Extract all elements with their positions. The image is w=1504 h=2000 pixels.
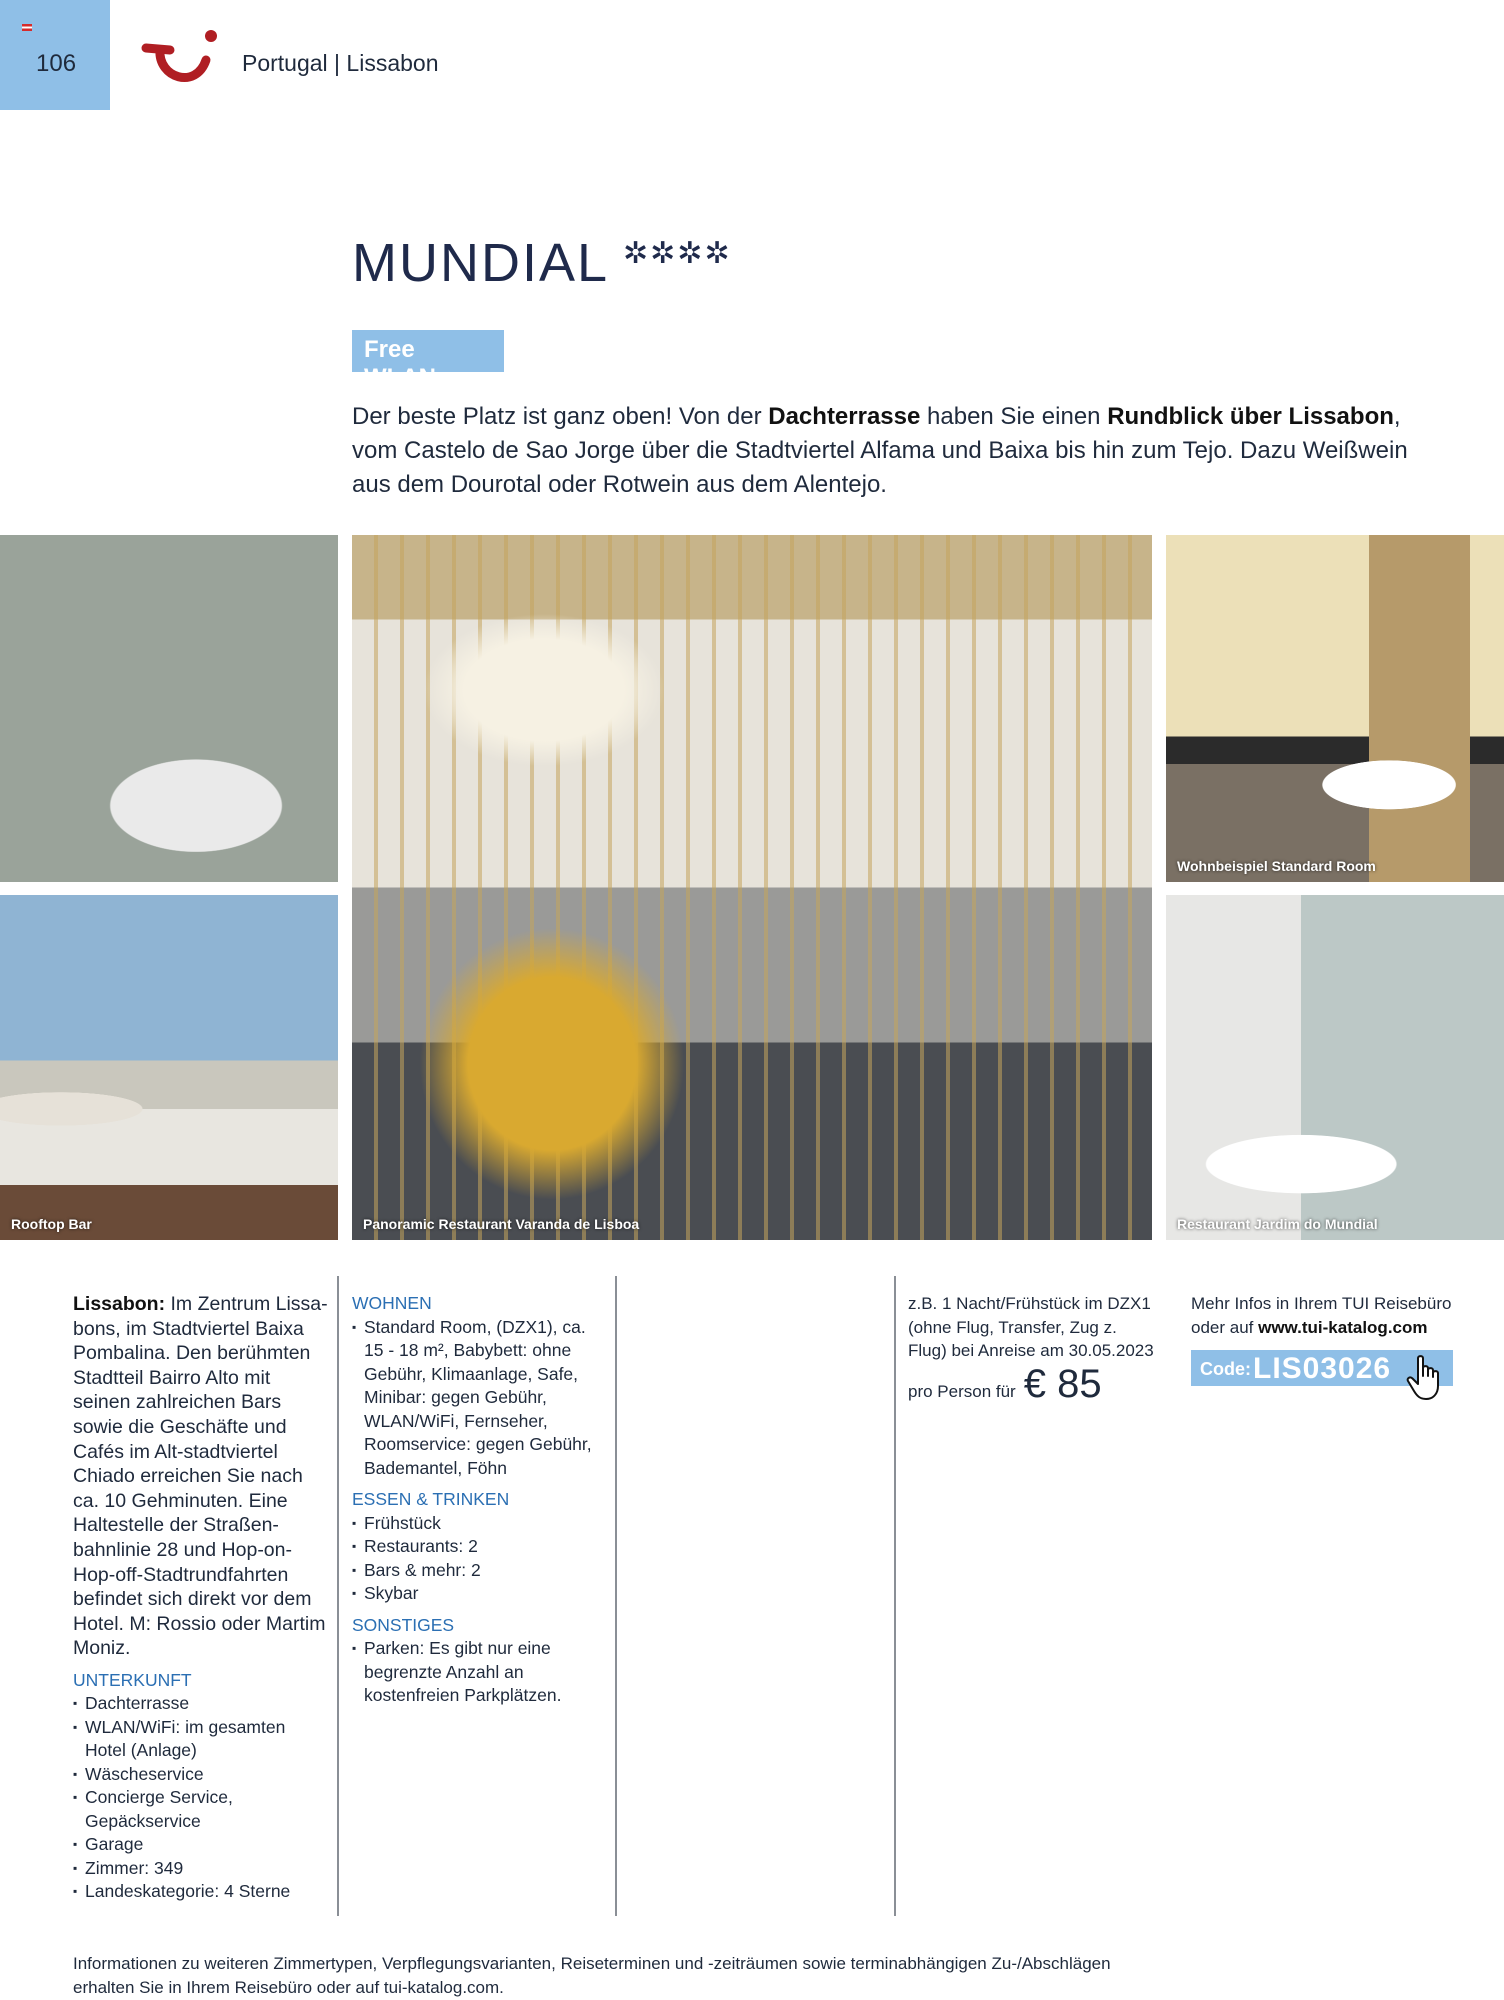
intro-text: Der beste Platz ist ganz oben! Von der [352,403,769,430]
list-item: ▪ Frühstück [352,1512,604,1536]
list-item: ▪ Landeskategorie: 4 Sterne [73,1880,329,1904]
price-per-person-label: pro Person für [908,1381,1016,1401]
intro-bold-dachterrasse: Dachterrasse [768,403,921,430]
photo-caption: Panoramic Restaurant Varanda de Lisboa [363,1216,640,1232]
list-item: ▪ Concierge Service, Gepäckservice [73,1786,329,1833]
column-divider [337,1276,339,1916]
intro-bold-rundblick: Rundblick über Lissabon [1107,403,1394,430]
tui-logo-icon [140,26,224,92]
footer-note: Informationen zu weiteren Zimmertypen, Verpflegungsvarianten, Reiseterminen und -zeiträumen sowie terminabhängigen Zu-/Abschlägen erhalten Sie in Ihrem Reisebüro oder auf tui-katalog.com. [73,1954,1111,1997]
wohnen-list [352,1316,604,1481]
price-description: z.B. 1 Nacht/Frühstück im DZX1 (ohne Flug, Transfer, Zug z. Flug) bei Anreise am 30.05.2023 [908,1294,1154,1360]
price-column [908,1292,1158,1406]
list-item: ▪ Restaurants: 2 [352,1535,604,1559]
photo-caption: Rooftop Bar [11,1216,92,1232]
photo-standard-room [1166,535,1504,882]
price-row [908,1361,1158,1406]
column-divider [615,1276,617,1916]
list-item: ▪ Parken: Es gibt nur eine begrenzte Anzahl an kostenfreien Parkplätzen. [352,1637,604,1708]
breadcrumb: Portugal | Lissabon [242,50,439,76]
info-column [1191,1292,1471,1339]
price-value: € 85 [1023,1361,1102,1406]
code-value: LIS03026 [1253,1352,1392,1385]
sonstiges-list [352,1637,604,1708]
details-column [352,1292,604,1708]
section-heading-wohnen: WOHNEN [352,1293,432,1313]
photo-caption: Restaurant Jardim do Mundial [1177,1216,1378,1232]
intro-paragraph [352,400,1432,502]
section-heading-unterkunft: UNTERKUNFT [73,1669,192,1690]
location-column [73,1292,329,1904]
star-rating: ✲✲✲✲ [623,237,732,270]
intro-text: haben Sie einen [920,403,1108,430]
photo-panoramic-restaurant [352,535,1152,1240]
location-label: Lissabon: [73,1293,166,1315]
hotel-title-row [352,232,732,294]
list-item: ▪ WLAN/WiFi: im gesamten Hotel (Anlage) [73,1716,329,1763]
list-item: ▪ Zimmer: 349 [73,1857,329,1881]
location-description [73,1292,329,1661]
info-label: Mehr Infos in Ihrem TUI Reisebüro oder auf [1191,1294,1452,1337]
list-item: ▪ Wäscheservice [73,1763,329,1787]
list-item: ▪ Standard Room, (DZX1), ca. 15 - 18 m², Babybett: ohne Gebühr, Klimaanlage, Safe, Minibar: gegen Gebühr, WLAN/WiFi, Fernseher, Roomservice: gegen Gebühr, Bademantel, Föhn [352,1316,604,1481]
info-text [1191,1292,1471,1339]
column-divider [894,1276,896,1916]
location-text: Im Zentrum Lissa-bons, im Stadtviertel Baixa Pombalina. Den berühmten Stadtteil Bairro Alto mit seinen zahlreichen Bars sowie die Geschäfte und Cafés im Alt-stadtviertel Chiado erreichen Sie nach ca. 10 Gehminuten. Eine Haltestelle der Straßen-bahnlinie 28 und Hop-on-Hop-off-Stadtrundfahrten befindet sich direkt vor dem Hotel. M: Rossio oder Martim Moniz. [73,1293,328,1660]
pointer-hand-icon [1406,1354,1446,1402]
photo-rooftop-bar [0,895,338,1240]
unterkunft-list [73,1692,329,1904]
page-number-tab [0,0,110,110]
list-item: ▪ Skybar [352,1582,604,1606]
free-wlan-badge: Free WLAN [352,330,504,372]
catalog-link[interactable]: www.tui-katalog.com [1258,1317,1428,1337]
flag-icon [22,24,32,31]
hotel-title: MUNDIAL [352,233,610,293]
page-number: 106 [36,50,77,77]
section-heading-essen: ESSEN & TRINKEN [352,1489,510,1509]
photo-caption: Wohnbeispiel Standard Room [1177,858,1376,874]
photo-city-aerial [0,535,338,882]
list-item: ▪ Garage [73,1833,329,1857]
code-label: Code: [1200,1359,1251,1379]
section-heading-sonstiges: SONSTIGES [352,1614,455,1635]
list-item: ▪ Dachterrasse [73,1692,329,1716]
essen-list [352,1512,604,1606]
intro-text: , vom Castelo de Sao Jorge über die Stadtviertel Alfama und Baixa bis hin zum Tejo. Dazu Weißwein aus dem Dourotal oder Rotwein aus dem Alentejo. [352,403,1408,498]
photo-restaurant-jardim [1166,895,1504,1240]
list-item: ▪ Bars & mehr: 2 [352,1559,604,1583]
